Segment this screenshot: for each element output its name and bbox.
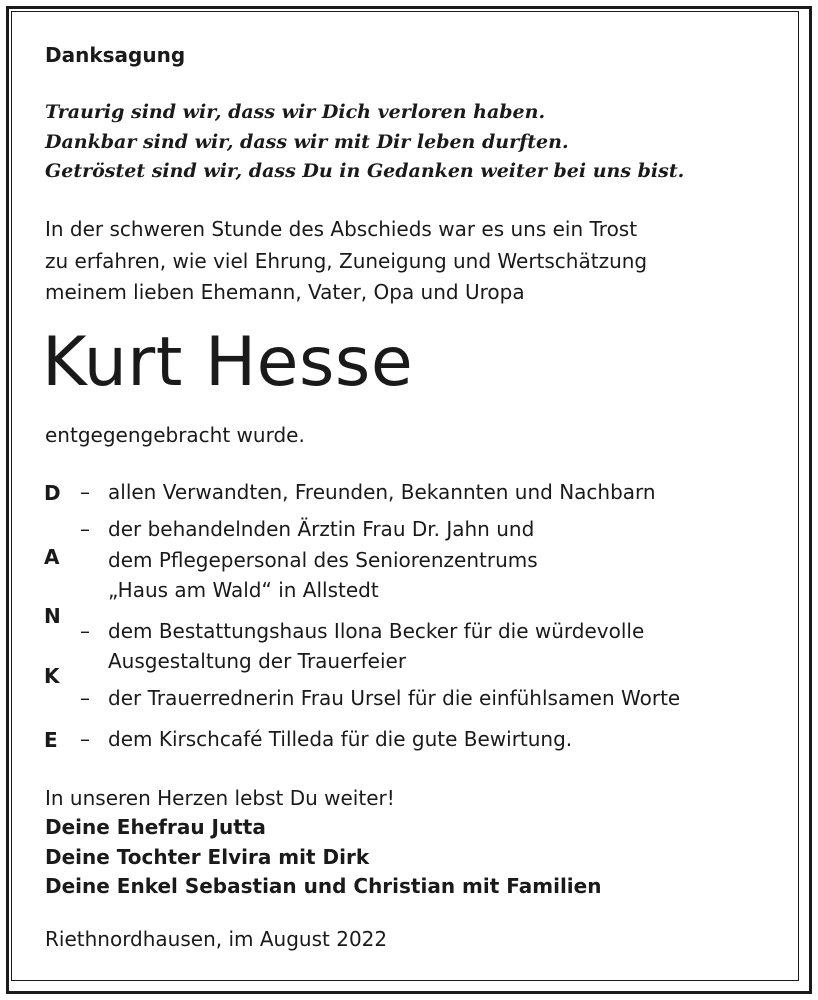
- intro-line-1: In der schweren Stunde des Abschieds war es uns ein Trost: [45, 217, 638, 241]
- thanks-line: der Trauerrednerin Frau Ursel für die einfühlsamen Worte: [108, 686, 681, 710]
- intro-line-3: meinem lieben Ehemann, Vater, Opa und Uropa: [45, 280, 525, 304]
- thanks-line: allen Verwandten, Freunden, Bekannten und Nachbarn: [108, 480, 656, 504]
- place-date: Riethnordhausen, im August 2022: [45, 927, 388, 951]
- thanks-line: „Haus am Wald“ in Allstedt: [108, 578, 379, 602]
- thanks-line: dem Pflegepersonal des Seniorenzentrums: [108, 548, 538, 572]
- thanks-dash: –: [80, 686, 90, 710]
- thanks-line: Ausgestaltung der Trauerfeier: [108, 649, 407, 673]
- thanks-dash: –: [80, 517, 90, 541]
- thanks-dash: –: [80, 619, 90, 643]
- thanks-dash: –: [80, 727, 90, 751]
- deceased-name: Kurt Hesse: [42, 323, 414, 402]
- closing-text: In unseren Herzen lebst Du weiter!: [45, 786, 395, 810]
- signature-line-3: Deine Enkel Sebastian und Christian mit Familien: [45, 874, 602, 898]
- heading: Danksagung: [45, 43, 186, 67]
- signature-line-1: Deine Ehefrau Jutta: [45, 815, 266, 839]
- danke-letter-n: N: [44, 604, 61, 628]
- signature-line-2: Deine Tochter Elvira mit Dirk: [45, 845, 370, 869]
- thanks-dash: –: [80, 480, 90, 504]
- after-name-text: entgegengebracht wurde.: [45, 423, 305, 447]
- verse-line-2: Dankbar sind wir, dass wir mit Dir leben durften.: [45, 131, 569, 153]
- thanks-line: der behandelnden Ärztin Frau Dr. Jahn und: [108, 517, 535, 541]
- danke-letter-a: A: [44, 545, 60, 569]
- verse-line-1: Traurig sind wir, dass wir Dich verloren haben.: [45, 101, 546, 123]
- intro-line-2: zu erfahren, wie viel Ehrung, Zuneigung und Wertschätzung: [45, 249, 648, 273]
- thanks-line: dem Bestattungshaus Ilona Becker für die würdevolle: [108, 619, 645, 643]
- thanks-line: dem Kirschcafé Tilleda für die gute Bewirtung.: [108, 727, 573, 751]
- danke-letter-k: K: [44, 664, 60, 688]
- verse-line-3: Getröstet sind wir, dass Du in Gedanken weiter bei uns bist.: [45, 160, 685, 182]
- danke-letter-d: D: [44, 481, 61, 505]
- danke-letter-e: E: [44, 728, 58, 752]
